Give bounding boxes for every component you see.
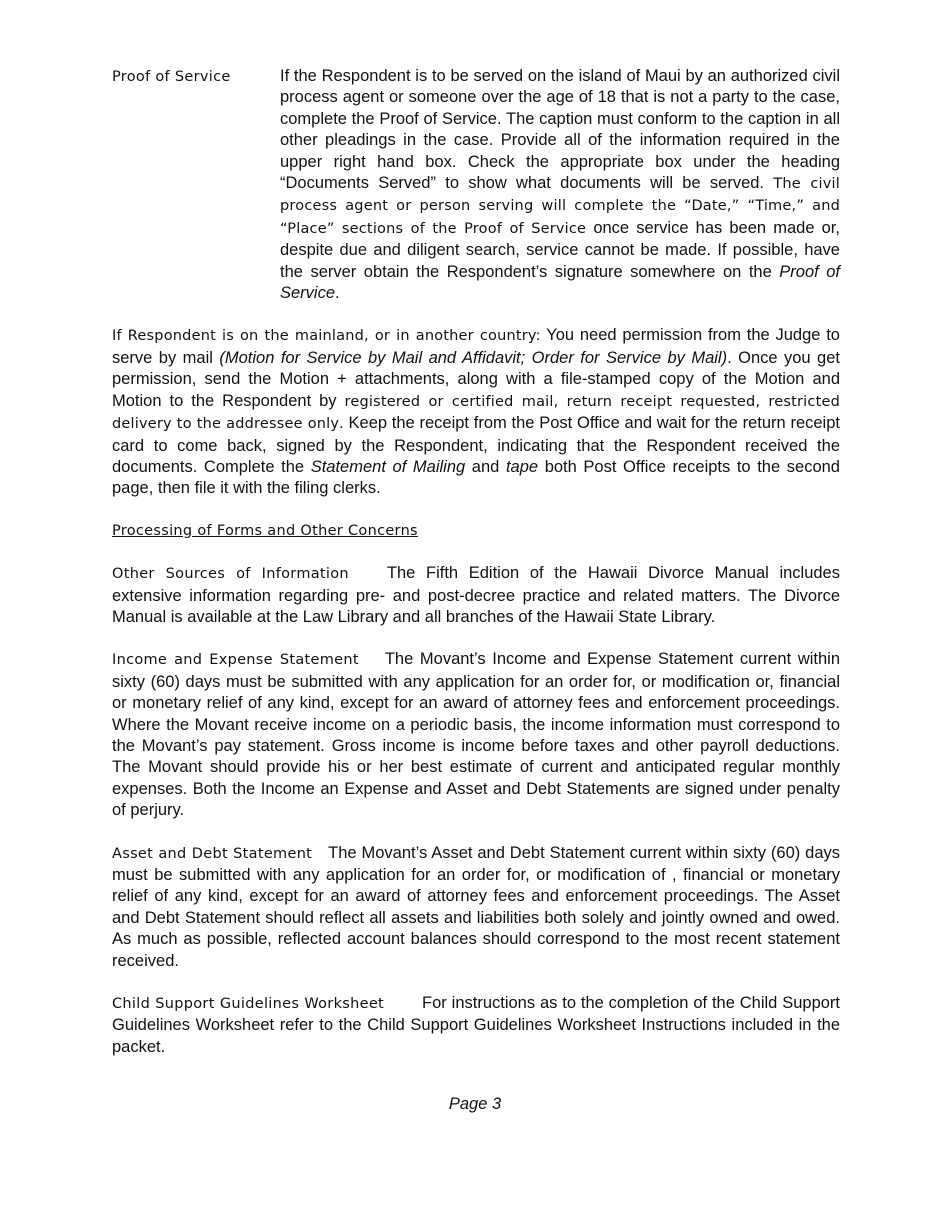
proof-of-service-section xyxy=(112,66,840,304)
section-heading: Processing of Forms and Other Concerns xyxy=(112,522,418,539)
asset-paragraph xyxy=(112,843,840,972)
proof-of-service-label: Proof of Service xyxy=(112,69,231,85)
mainland-text-d: and xyxy=(471,457,500,476)
mainland-italic-a: (Motion for Service by Mail and Affidavit; Order for Service by Mail) xyxy=(219,348,728,367)
mainland-small-b: registered or certified mail, return receipt requested, restricted delivery to the addressee only xyxy=(112,393,840,433)
child-support-paragraph xyxy=(112,993,840,1058)
other-sources-text: The Fifth Edition of the Hawaii Divorce Manual includes extensive information regarding pre- and post-decree practice and related matters. The Divorce Manual is available at the Law Library and all branches of the Hawaii State Library. xyxy=(112,564,840,626)
mainland-text-c: . Keep the receipt from the Post Office and wait for the return receipt card to come back, signed by the Respondent, indicating that the Respondent received the documents. Complete the xyxy=(112,414,840,476)
mainland-italic-c: Statement of Mailing xyxy=(310,457,466,476)
mainland-text-a: You need permission from the Judge to serve by mail xyxy=(112,326,840,367)
proof-of-service-end: . xyxy=(335,284,340,303)
document-page xyxy=(112,66,840,1058)
child-support-label: Child Support Guidelines Worksheet xyxy=(112,996,385,1013)
income-label: Income and Expense Statement xyxy=(112,652,359,669)
child-support-text: For instructions as to the completion of the Child Support Guidelines Worksheet refer to the Child Support Guidelines Worksheet Instructions included in the packet. xyxy=(112,994,840,1056)
asset-label: Asset and Debt Statement xyxy=(112,845,313,862)
mainland-text-e: both Post Office receipts to the second page, then file it with the filing clerks. xyxy=(112,457,840,498)
proof-of-service-text xyxy=(280,66,840,304)
mainland-text-b: . Once you get permission, send the Motion + attachments, along with a file-stamped copy of the Motion and Motion to the Respondent by xyxy=(112,348,840,410)
proof-of-service-text-a: If the Respondent is to be served on the island of Maui by an authorized civil process agent or someone over the age of 18 that is not a party to the case, complete the Proof of Service. The caption must conform to the caption in all other pleadings in the case. Provide all of the information required in the upper right hand box. Check the appropriate box under the heading “Documents Served” to show what documents will be served. xyxy=(280,67,840,193)
page-number: Page 3 xyxy=(448,1095,502,1113)
income-paragraph xyxy=(112,649,840,821)
mainland-italic-d: tape xyxy=(505,457,539,476)
asset-text: The Movant’s Asset and Debt Statement current within sixty (60) days must be submitted with any application for an order for, or modification of , financial or monetary relief of any kind, except for an award of attorney fees and enforcement proceedings. The Asset and Debt Statement should reflect all assets and liabilities both solely and jointly owned and owed. As much as possible, reflected account balances should correspond to the most recent statement received. xyxy=(112,843,841,970)
proof-of-service-text-b: The civil process agent or person serving will complete the “Date,” “Time,” and “Place” sections of the Proof of Service xyxy=(280,176,840,237)
other-sources-paragraph xyxy=(112,563,840,628)
proof-of-service-italic: Proof of Service xyxy=(280,262,840,303)
mainland-paragraph xyxy=(112,325,840,499)
other-sources-label: Other Sources of Information xyxy=(112,566,349,583)
income-text: The Movant’s Income and Expense Statement current within sixty (60) days must be submitted with any application for an order for, or modification or, financial or monetary relief of any kind, except for an award of attorney fees and enforcement proceedings. Where the Movant receive income on a periodic basis, the income information must correspond to the Movant’s pay statement. Gross income is income before taxes and other payroll deductions. The Movant should provide his or her best estimate of current and anticipated regular monthly expenses. Both the Income an Expense and Asset and Debt Statements are signed under penalty of perjury. xyxy=(112,650,841,820)
mainland-lead: If Respondent is on the mainland, or in another country: xyxy=(112,328,541,345)
proof-of-service-text-c: once service has been made or, despite due and diligent search, service cannot be made. If possible, have the server obtain the Respondent’s signature somewhere on the xyxy=(280,218,840,281)
